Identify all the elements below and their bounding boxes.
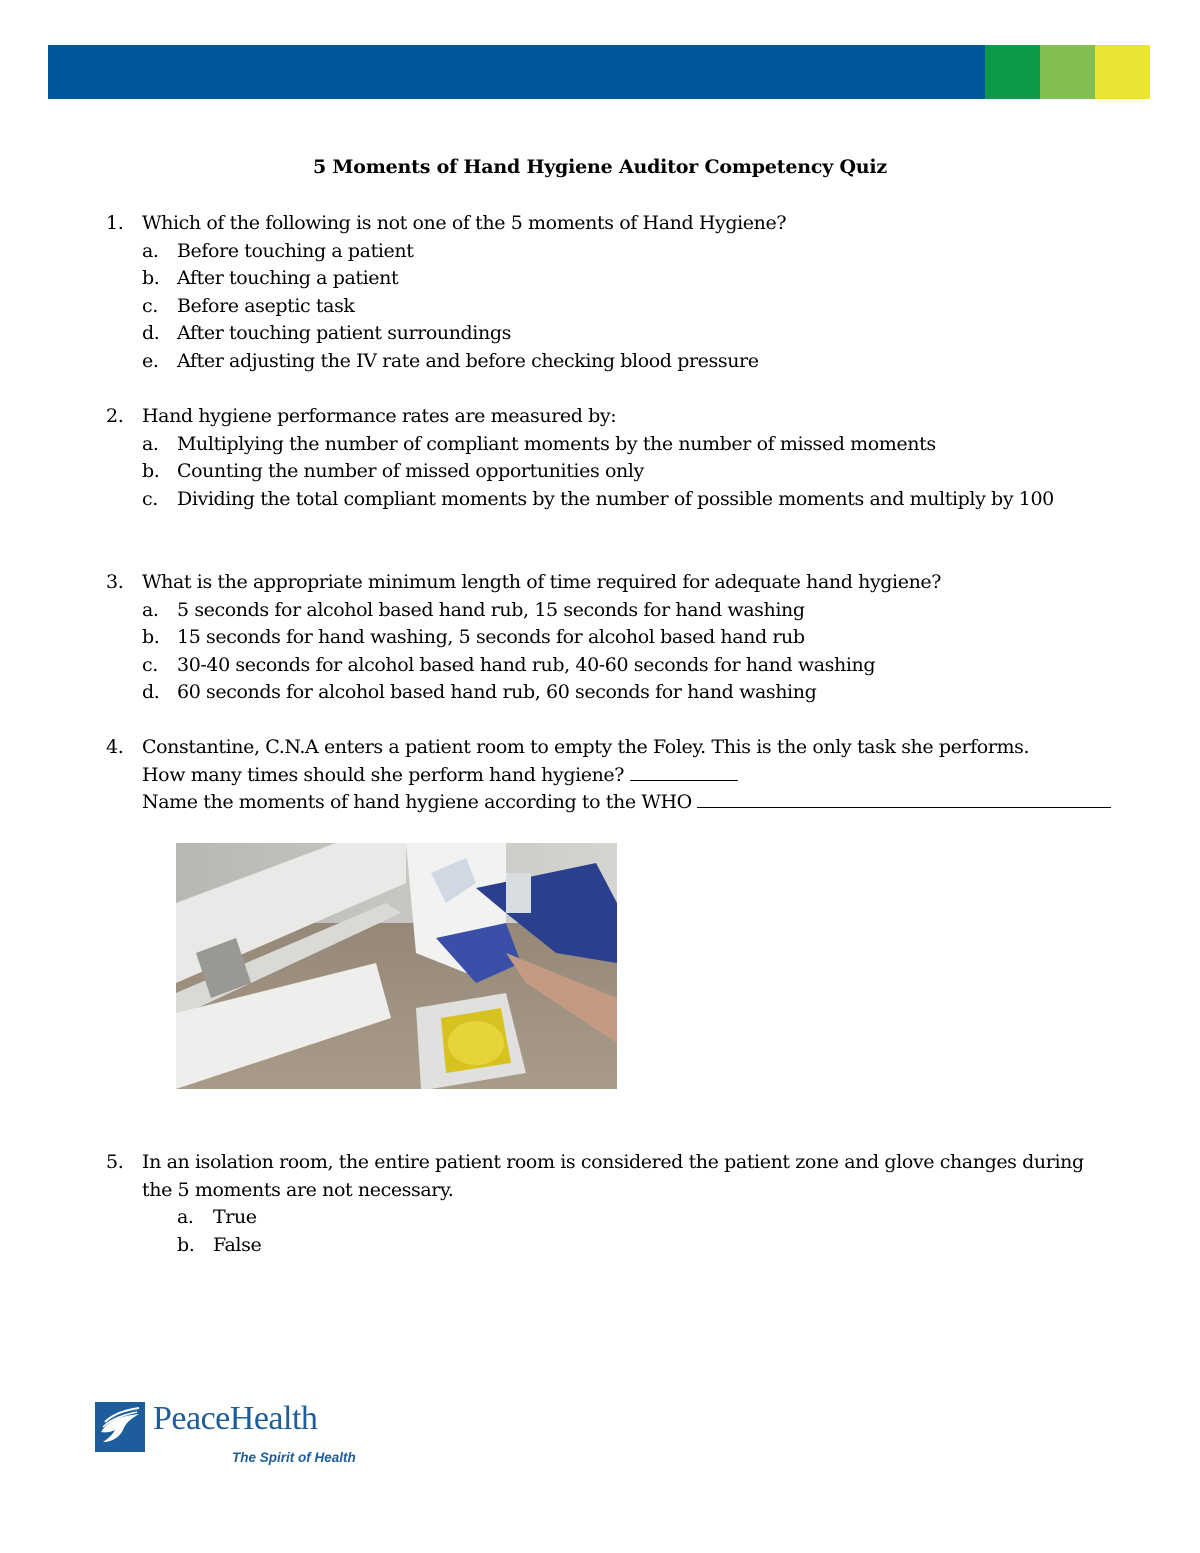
option-letter: a. [142, 432, 159, 455]
option-text: Before aseptic task [177, 294, 355, 317]
option-letter: c. [142, 487, 158, 510]
header-bar-yellow [1095, 45, 1150, 99]
dove-icon [95, 1402, 145, 1452]
question-text: What is the appropriate minimum length of time required for adequate hand hygiene? [142, 571, 942, 593]
question-4 [0, 734, 1200, 817]
logo-name: PeaceHealth [153, 1400, 318, 1437]
question-number: 4. [106, 736, 124, 758]
option-text: 60 seconds for alcohol based hand rub, 60 seconds for hand washing [177, 681, 817, 703]
question-number: 3. [106, 571, 124, 593]
question-1 [0, 210, 1200, 375]
option-text: True [213, 1206, 257, 1228]
option-text: Dividing the total compliant moments by the number of possible moments and multiply by 100 [177, 487, 1054, 510]
option-text: Multiplying the number of compliant moments by the number of missed moments [177, 432, 936, 455]
question-number: 1. [106, 212, 124, 234]
option-letter: d. [142, 681, 160, 703]
question-number: 2. [106, 405, 124, 427]
option-letter: b. [142, 460, 160, 482]
option-text: 5 seconds for alcohol based hand rub, 15 seconds for hand washing [177, 598, 805, 621]
option-text: Before touching a patient [177, 239, 414, 262]
option-letter: b. [142, 267, 160, 289]
option-letter: b. [142, 626, 160, 648]
option-letter: b. [177, 1233, 195, 1256]
header-color-bar [48, 45, 1150, 99]
answer-blank-moments[interactable] [697, 789, 1111, 808]
option-text: 30-40 seconds for alcohol based hand rub, 40-60 seconds for hand washing [177, 653, 876, 676]
header-bar-blue [48, 45, 985, 99]
question-text: Hand hygiene performance rates are measured by: [142, 405, 617, 427]
question-text-line2: How many times should she perform hand hygiene? [142, 763, 625, 786]
page-title: 5 Moments of Hand Hygiene Auditor Competency Quiz [312, 156, 888, 178]
option-text: After touching patient surroundings [177, 322, 511, 344]
peacehealth-logo [95, 1402, 395, 1472]
option-text: Counting the number of missed opportunities only [177, 460, 644, 482]
option-letter: a. [142, 598, 159, 621]
option-text: After adjusting the IV rate and before checking blood pressure [177, 349, 759, 372]
question-text: Constantine, C.N.A enters a patient room to empty the Foley. This is the only task she performs. [142, 736, 1030, 758]
question-2 [0, 403, 1200, 513]
question-3 [0, 569, 1200, 707]
logo-tagline: The Spirit of Health [232, 1450, 356, 1465]
question-number: 5. [106, 1151, 124, 1173]
question-text-line3: Name the moments of hand hygiene according to the WHO [142, 791, 692, 813]
option-text: 15 seconds for hand washing, 5 seconds for alcohol based hand rub [177, 626, 805, 648]
option-letter: a. [177, 1206, 194, 1228]
question-text: Which of the following is not one of the 5 moments of Hand Hygiene? [142, 212, 787, 234]
header-bar-green-light [1040, 45, 1095, 99]
answer-blank-count[interactable] [630, 762, 738, 781]
option-letter: c. [142, 294, 158, 317]
option-letter: e. [142, 349, 159, 372]
foley-emptying-photo [176, 843, 617, 1089]
question-text: In an isolation room, the entire patient room is considered the patient zone and glove changes during [142, 1151, 1084, 1173]
question-text-line2: the 5 moments are not necessary. [142, 1178, 454, 1201]
option-text: False [213, 1233, 262, 1256]
option-text: After touching a patient [177, 267, 399, 289]
option-letter: d. [142, 322, 160, 344]
question-5 [0, 1149, 1200, 1259]
option-letter: a. [142, 239, 159, 262]
option-letter: c. [142, 653, 158, 676]
header-bar-green-dark [985, 45, 1040, 99]
